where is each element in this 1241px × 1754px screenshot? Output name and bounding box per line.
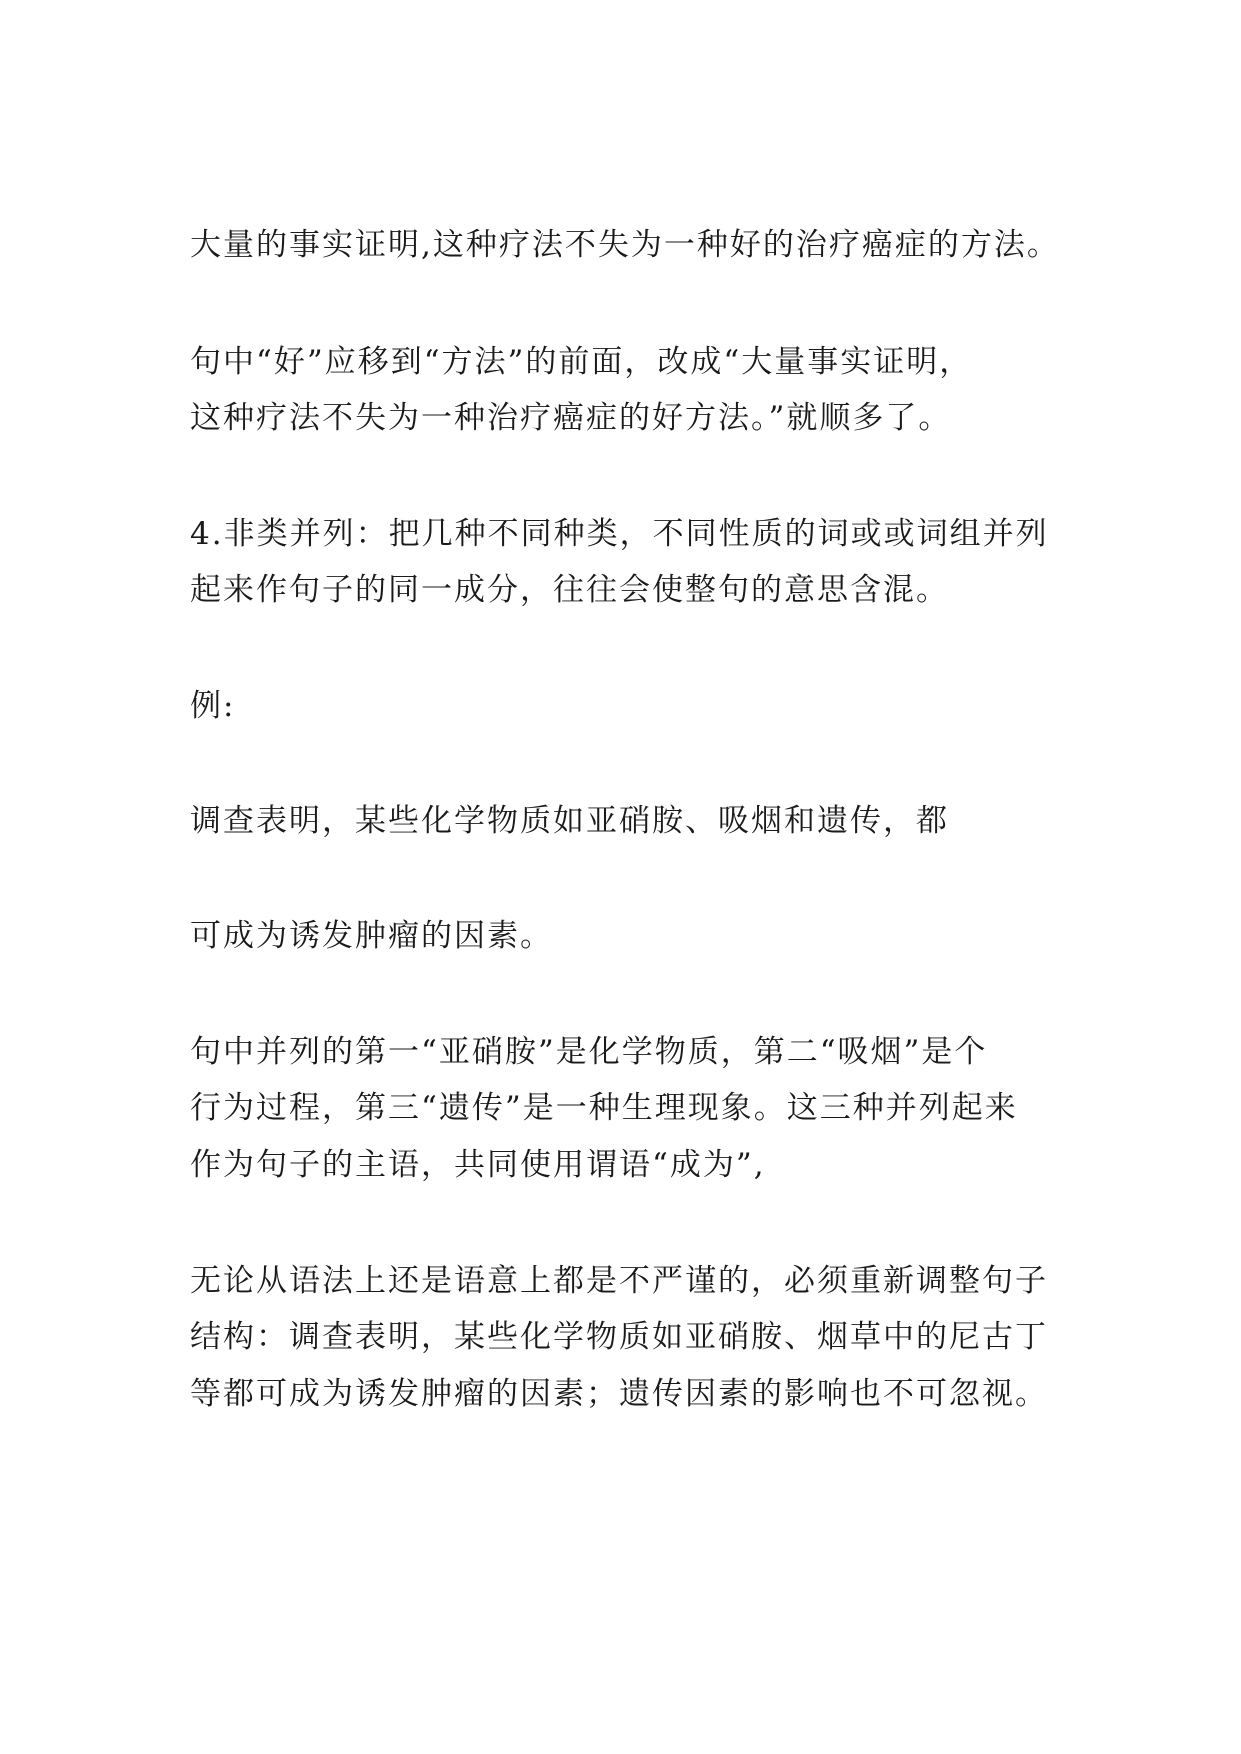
- text-line: 等都可成为诱发肿瘤的因素；遗传因素的影响也不可忽视。: [190, 1376, 1048, 1412]
- text-line: 可成为诱发肿瘤的因素。: [190, 918, 553, 954]
- text-line: 无论从语法上还是语意上都是不严谨的，必须重新调整句子: [190, 1263, 1048, 1299]
- text-line: 句中“好”应移到“方法”的前面，改成“大量事实证明，: [190, 344, 973, 380]
- text-line: 调查表明，某些化学物质如亚硝胺、吸烟和遗传，都: [190, 803, 949, 839]
- text-line: 作为句子的主语，共同使用谓语“成为”,: [190, 1147, 766, 1183]
- text-line: 行为过程，第三“遗传”是一种生理现象。这三种并列起来: [190, 1090, 1018, 1126]
- text-line: 结构：调查表明，某些化学物质如亚硝胺、烟草中的尼古丁: [190, 1319, 1048, 1355]
- text-line: 例:: [190, 688, 236, 724]
- text-line: 大量的事实证明,这种疗法不失为一种好的治疗癌症的方法。: [190, 227, 1060, 263]
- text-line: 4.非类并列：把几种不同种类，不同性质的词或或词组并列: [190, 516, 1049, 552]
- text-line: 这种疗法不失为一种治疗癌症的好方法。”就顺多了。: [190, 400, 952, 436]
- text-line: 句中并列的第一“亚硝胺”是化学物质，第二“吸烟”是个: [190, 1034, 988, 1070]
- text-line: 起来作句子的同一成分，往往会使整句的意思含混。: [190, 572, 949, 608]
